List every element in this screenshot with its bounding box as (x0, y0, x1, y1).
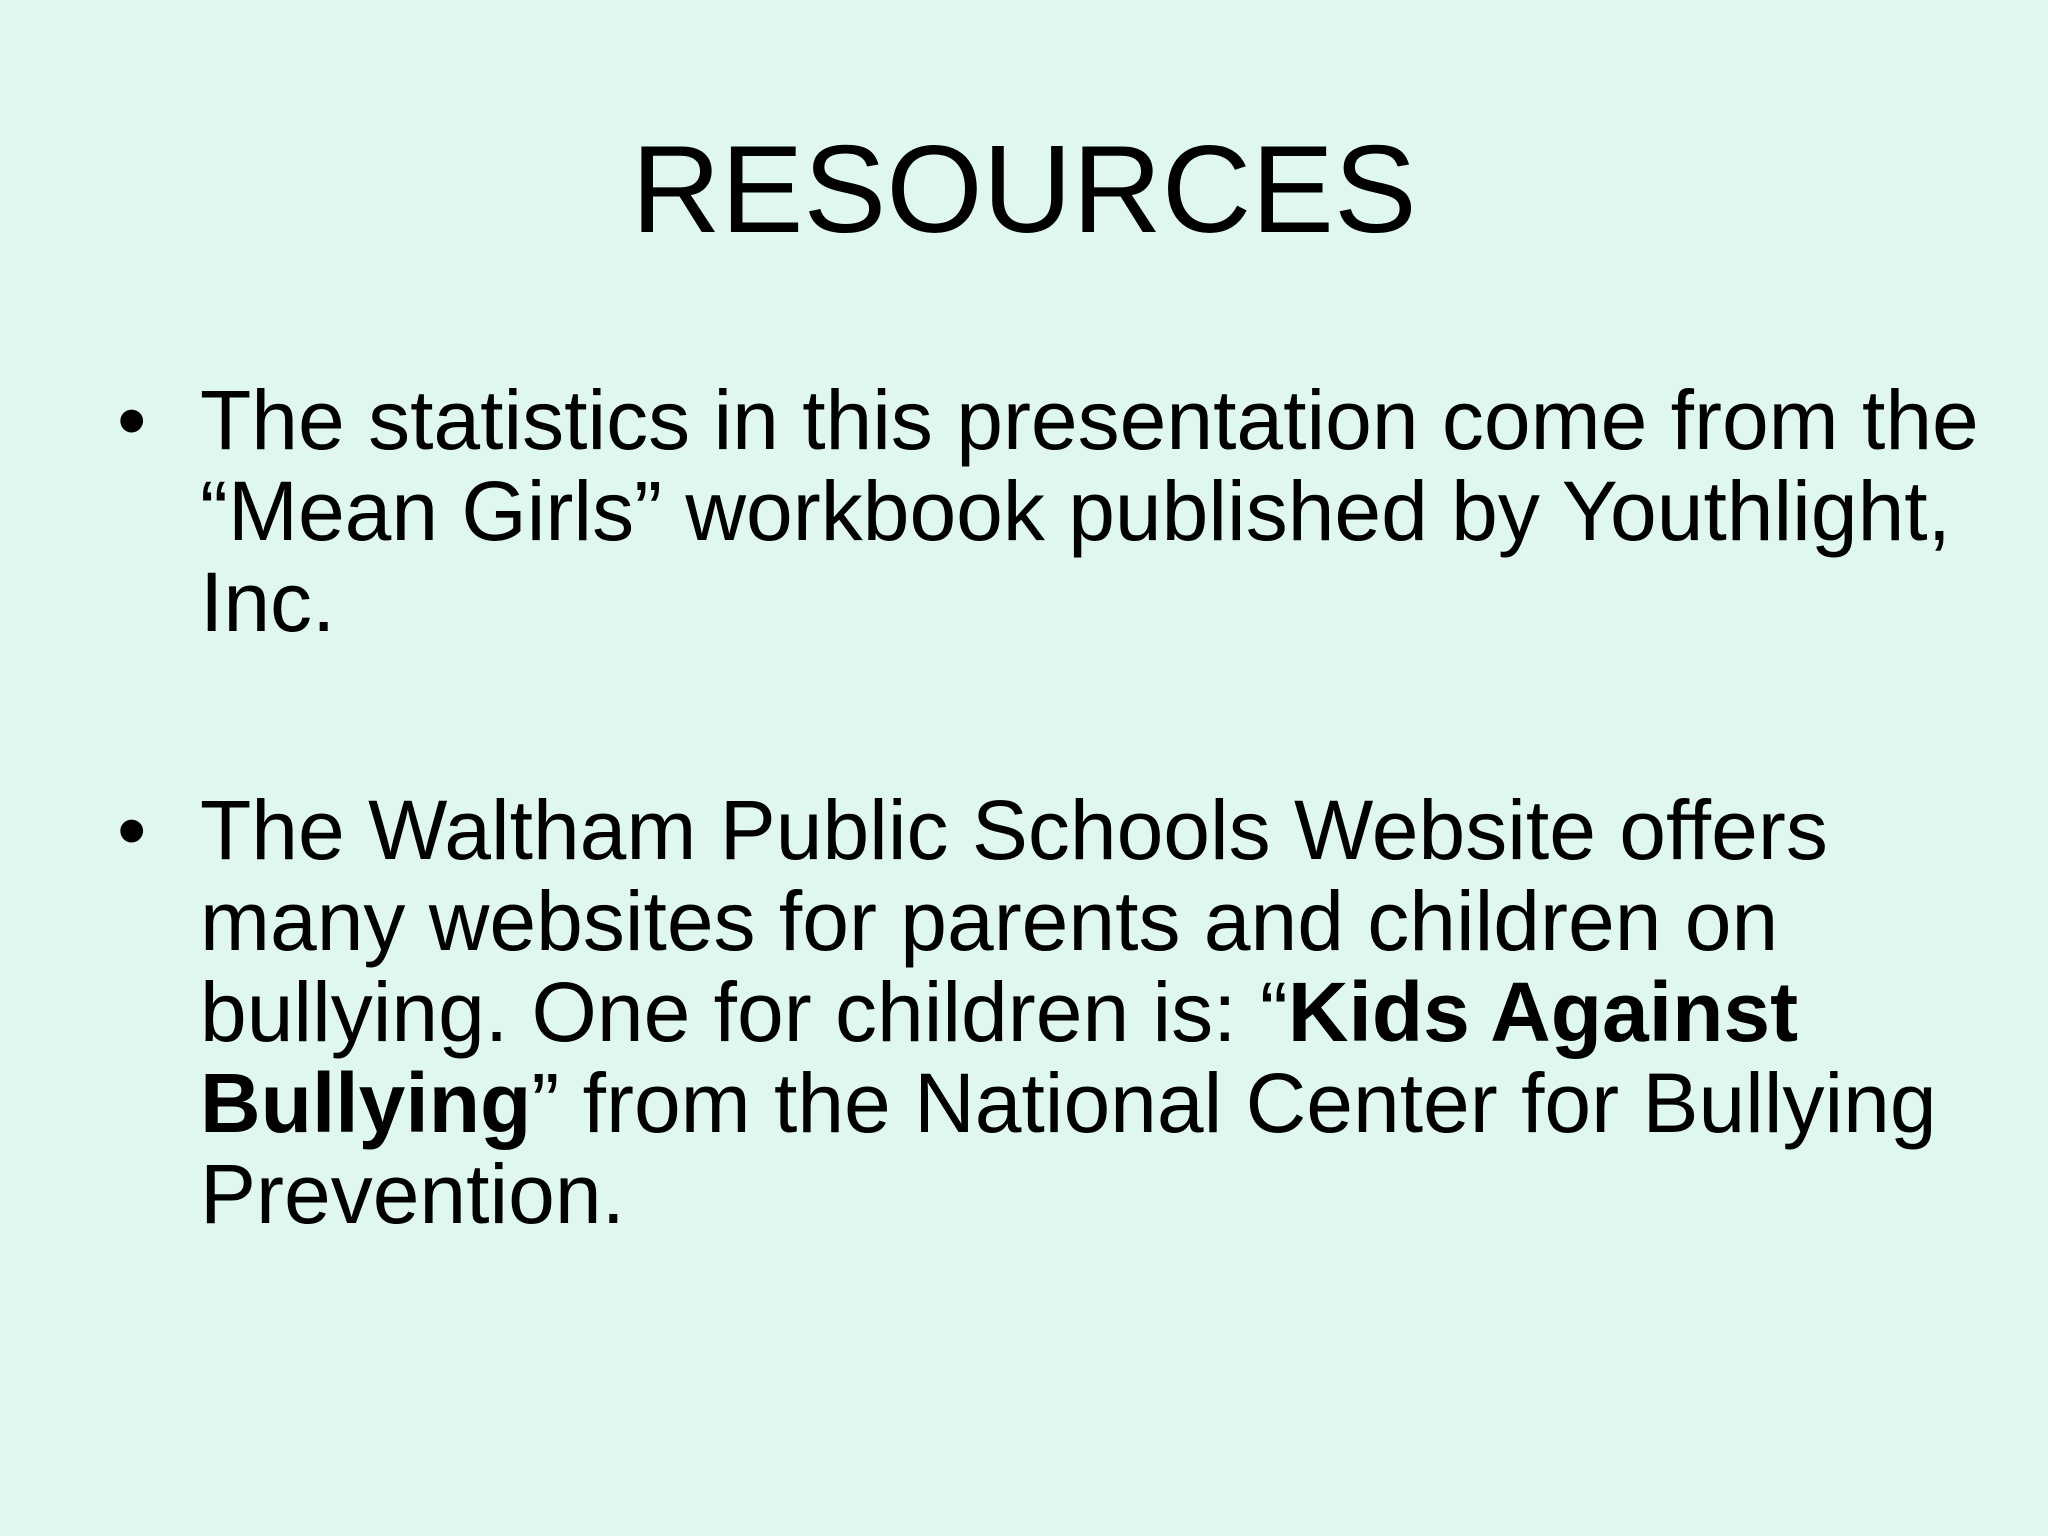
resource-name: Kids Against Bullying (200, 965, 1799, 1150)
bullet-item-websites (0, 785, 2048, 1240)
bullet-icon: • (117, 783, 147, 877)
bullet-text-before: The Waltham Public Schools Website offers many websites for parents and children on bullying. One for children is: “ (200, 783, 1828, 1059)
bullet-text-after: ” from the National Center for Bullying Prevention. (200, 1056, 1937, 1241)
slide-title: RESOURCES (631, 121, 1417, 259)
bullet-icon: • (117, 373, 147, 467)
bullet-text: The statistics in this presentation come from the “Mean Girls” workbook published by Youthlight, Inc. (200, 373, 1979, 649)
bullet-list (0, 375, 2048, 1240)
bullet-item-statistics (0, 375, 2048, 648)
bullet-text (200, 785, 1988, 1240)
